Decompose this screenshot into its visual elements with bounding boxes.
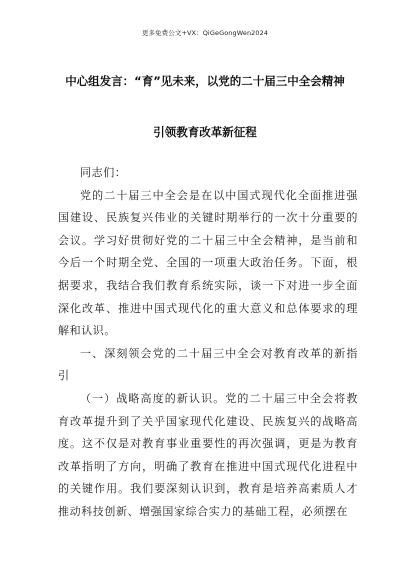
document-body bbox=[58, 162, 358, 524]
document-title-line-2: 引领教育改革新征程 bbox=[153, 125, 257, 139]
document-title-line-1: 中心组发言：“育”见未来，以党的二十届三中全会精神 bbox=[65, 74, 345, 88]
paragraph-1-1: （一）战略高度的新认识。党的二十届三中全会将教育改革提升到了关乎国家现代化建设、民族复兴的战略高度。这不仅是对教育事业重要性的再次强调，更是为教育改革指明了方向，明确了教育在推进中国式现代化进程中的关键作用。我们要深刻认识到，教育是培养高素质人才推动科技创新、增强国家综合实力的基础工程，必须摆在 bbox=[58, 391, 358, 518]
salutation: 同志们： bbox=[80, 166, 127, 179]
paragraph-intro: 党的二十届三中全会是在以中国式现代化全面推进强国建设、民族复兴伟业的关键时期举行的一次十分重要的会议。学习好贯彻好党的二十届三中全会精神，是当前和今后一个时期全党、全国的一项重大政治任务。下面，根据要求，我结合我们教育系统实际，谈一下对进一步全面深化改革、推进中国式现代化的重大意义和总体要求的理解和认识。 bbox=[58, 188, 358, 338]
section-heading-1: 一、深刻领会党的二十届三中全会对教育改革的新指引 bbox=[58, 346, 358, 383]
header-note: 更多免费公文+VX：QiGeGongWen2024 bbox=[141, 29, 269, 37]
